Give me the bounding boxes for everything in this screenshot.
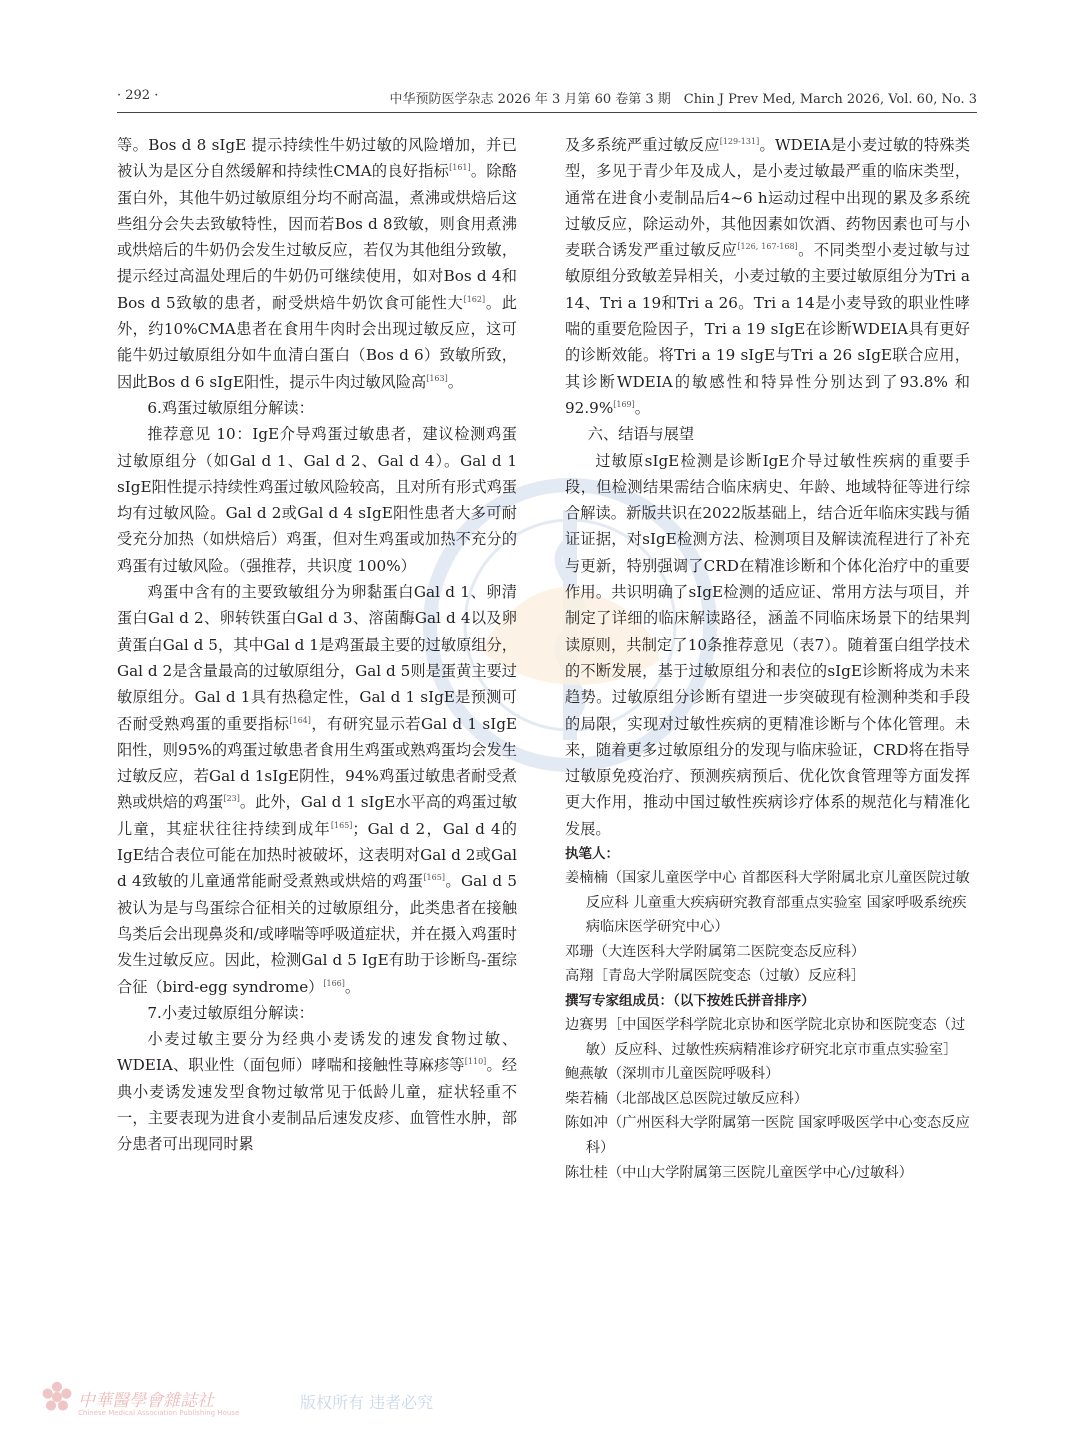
recommendation-10: 推荐意见 10：IgE介导鸡蛋过敏患者，建议检测鸡蛋过敏原组分（如Gal d 1、Gal d 2、Gal d 4）。Gal d 1 sIgE阳性提示持续性鸡蛋过敏风险较高，且对所有形式鸡蛋均有过敏风险。Gal d 2或Gal d 4 sIgE阳性患者大多可耐受充分加热（如烘焙后）鸡蛋，但对生鸡蛋或加热不充分的鸡蛋有过敏风险。（强推荐，共识度 100%） — [117, 425, 517, 575]
right-column — [565, 132, 970, 1185]
author-entry: 高翔［青岛大学附属医院变态（过敏）反应科］ — [565, 968, 866, 985]
citation: [169] — [613, 399, 635, 409]
citation: [129-131] — [719, 137, 760, 146]
citation: [110] — [464, 1057, 487, 1067]
expert-entry: 陈如冲（广州医科大学附属第一医院 国家呼吸医学中心变态反应科） — [565, 1115, 970, 1156]
authors-heading: 执笔人： — [565, 846, 619, 863]
citation: [165] — [423, 873, 445, 883]
egg-section-heading: 6.鸡蛋过敏原组分解读： — [147, 398, 314, 417]
expert-entry: 鲍燕敏（深圳市儿童医院呼吸科） — [565, 1066, 780, 1083]
experts-heading: 撰写专家组成员：（以下按姓氏拼音排序） — [565, 992, 815, 1009]
wheat-intro-paragraph: 小麦过敏主要分为经典小麦诱发的速发食物过敏、WDEIA、职业性（面包师）哮喘和接触性荨麻疹等[110]。经典小麦诱发速发型食物过敏常见于低龄儿童，症状轻重不一，主要表现为进食小麦制品后速发皮疹、血管性水肿，部分患者可出现同时累 — [117, 1030, 518, 1154]
copyright-slogan: 版权所有 违者必究 — [300, 1393, 434, 1412]
left-column — [117, 132, 517, 1158]
expert-entry: 陈壮桂（中山大学附属第三医院儿童医学中心/过敏科） — [565, 1164, 913, 1181]
author-entry: 姜楠楠（国家儿童医学中心 首都医科大学附属北京儿童医院过敏反应科 儿童重大疾病研究教育部重点实验室 国家呼吸系统疾病临床医学研究中心） — [565, 870, 970, 936]
wheat-component-paragraph: 及多系统严重过敏反应[129-131]。WDEIA是小麦过敏的特殊类型，多见于青少年及成人，是小麦过敏最严重的临床类型，通常在进食小麦制品后4~6 h运动过程中出现的累及多系统过敏反应，除运动外，其他因素如饮酒、药物因素也可与小麦联合诱发严重过敏反应[126, 167-168]。不同类型小麦过敏与过敏原组分致敏差异相关，小麦过敏的主要过敏原组分为Tri a 14、Tri a 19和Tri a 26。Tri a 14是小麦导致的职业性哮喘的重要危险因子，Tri a 19 sIgE在诊断WDEIA具有更好的诊断效能。将Tri a 19 sIgE与Tri a 26 sIgE联合应用，其诊断WDEIA的敏感性和特异性分别达到了93.8% 和92.9%[169]。 — [565, 136, 971, 417]
running-header — [117, 88, 977, 110]
publisher-flower-logo — [40, 1380, 74, 1414]
expert-entry: 柴若楠（北部战区总医院过敏反应科） — [565, 1090, 809, 1107]
citation: [165] — [330, 820, 353, 830]
publisher-name-en: Chinese Medical Association Publishing House — [78, 1409, 240, 1417]
conclusion-heading: 六、结语与展望 — [587, 425, 695, 444]
page-number: · 292 · — [117, 88, 159, 103]
milk-component-paragraph: 等。Bos d 8 sIgE 提示持续性牛奶过敏的风险增加，并已被认为是区分自然缓解和持续性CMA的良好指标[161]。除酪蛋白外，其他牛奶过敏原组分均不耐高温，煮沸或烘焙后这些组分会失去致敏特性，因而若Bos d 8致敏，则食用煮沸或烘焙后的牛奶仍会发生过敏反应，若仅为其他组分致敏，提示经过高温处理后的牛奶仍可继续使用，如对Bos d 4和Bos d 5致敏的患者，耐受烘焙牛奶饮食可能性大[162]。此外，约10%CMA患者在食用牛肉时会出现过敏反应，这可能牛奶过敏原组分如牛血清白蛋白（Bos d 6）致敏所致，因此Bos d 6 sIgE阳性，提示牛肉过敏风险高[163]。 — [117, 136, 517, 391]
egg-component-paragraph: 鸡蛋中含有的主要致敏组分为卵黏蛋白Gal d 1、卵清蛋白Gal d 2、卵转铁蛋白Gal d 3、溶菌酶Gal d 4以及卵黄蛋白Gal d 5，其中Gal d 1是鸡蛋最主要的过敏原组分，Gal d 2是含量最高的过敏原组分，Gal d 5则是蛋黄主要过敏原组分。Gal d 1具有热稳定性，Gal d 1 sIgE是预测可否耐受熟鸡蛋的重要指标[164]，有研究显示若Gal d 1 sIgE阳性，则95%的鸡蛋过敏患者食用生鸡蛋或熟鸡蛋均会发生过敏反应，若Gal d 1sIgE阴性，94%鸡蛋过敏患者耐受煮熟或烘焙的鸡蛋[23]。此外，Gal d 1 sIgE水平高的鸡蛋过敏儿童，其症状往往持续到成年[165]；Gal d 2，Gal d 4的IgE结合表位可能在加热时被破坏，这表明对Gal d 2或Gal d 4致敏的儿童通常能耐受煮熟或烘焙的鸡蛋[165]。Gal d 5被认为是与鸟蛋综合征相关的过敏原组分，此类患者在接触鸟类后会出现鼻炎和/或哮喘等呼吸道症状，并在摄入鸡蛋时发生过敏反应。因此，检测Gal d 5 IgE有助于诊断鸟-蛋综合征（bird-egg syndrome）[166]。 — [117, 583, 518, 996]
author-entry: 邓珊（大连医科大学附属第二医院变态反应科） — [565, 943, 866, 960]
citation: [164] — [289, 715, 311, 725]
conclusion-paragraph: 过敏原sIgE检测是诊断IgE介导过敏性疾病的重要手段，但检测结果需结合临床病史、年龄、地域特征等进行综合解读。新版共识在2022版基础上，结合近年临床实践与循证证据，对sIgE检测方法、检测项目及解读流程进行了补充与更新，特别强调了CRD在精准诊断和个体化治疗中的重要作用。共识明确了sIgE检测的适应证、常用方法与项目，并制定了详细的临床解读路径，涵盖不同临床场景下的结果判读原则，共制定了10条推荐意见（表7）。随着蛋白组学技术的不断发展，基于过敏原组分和表位的sIgE诊断将成为未来趋势。过敏原组分诊断有望进一步突破现有检测种类和手段的局限，实现对过敏性疾病的更精准诊断与个体化管理。未来，随着更多过敏原组分的发现与临床验证，CRD将在指导过敏原免疫治疗、预测疾病预后、优化饮食管理等方面发挥更大作用，推动中国过敏性疾病诊疗体系的规范化与精准化发展。 — [565, 451, 970, 838]
header-rule — [117, 112, 977, 113]
citation: [162] — [463, 294, 486, 304]
journal-citation: 中华预防医学杂志 2026 年 3 月第 60 卷第 3 期 Chin J Prev Med, March 2026, Vol. 60, No. 3 — [389, 92, 977, 107]
publisher-name: 中華醫學會雜誌社 — [78, 1391, 214, 1411]
expert-entry: 边赛男［中国医学科学院北京协和医学院北京协和医院变态（过敏）反应科、过敏性疾病精准诊疗研究北京市重点实验室］ — [565, 1016, 966, 1058]
citation: [161] — [449, 163, 471, 173]
citation: [163] — [426, 373, 448, 383]
citation: [126, 167-168] — [737, 242, 798, 252]
citation: [23] — [223, 794, 240, 804]
wheat-section-heading: 7.小麦过敏原组分解读： — [147, 1003, 314, 1022]
citation: [166] — [323, 978, 345, 988]
